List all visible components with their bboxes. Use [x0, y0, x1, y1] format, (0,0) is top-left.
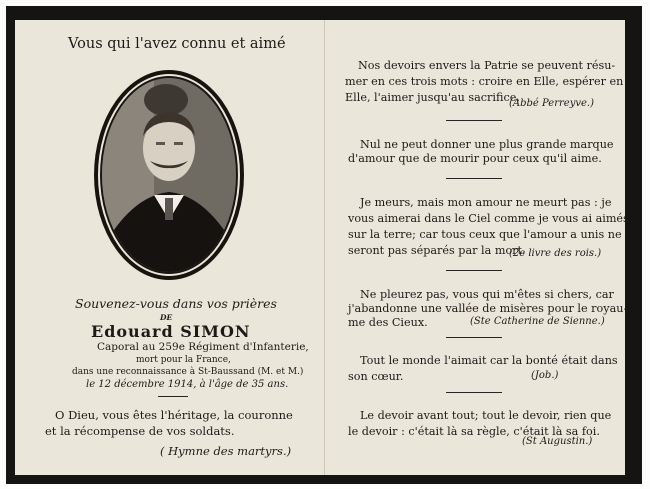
- divider-1: [446, 120, 502, 121]
- mort-line: mort pour la France,: [136, 355, 231, 365]
- prayer-line: Souvenez-vous dans vos prières: [75, 296, 277, 311]
- hymn-line-2: et la récompense de vos soldats.: [45, 424, 235, 438]
- quote3-source: (2e livre des rois.): [509, 248, 602, 259]
- quote6-line2: le devoir : c'était là sa règle, c'était là sa foi.: [348, 425, 600, 438]
- quote4-source: (Ste Catherine de Sienne.): [470, 316, 605, 327]
- hymn-source: ( Hymne des martyrs.): [160, 444, 292, 458]
- quote2-line2: d'amour que de mourir pour ceux qu'il aime.: [348, 152, 602, 165]
- quote1-source: (Abbé Perreyve.): [509, 98, 594, 109]
- quote3-line4: seront pas séparés par la mort.: [348, 244, 526, 257]
- de-label: DE: [160, 313, 173, 322]
- date-line: le 12 décembre 1914, à l'âge de 35 ans.: [86, 379, 289, 390]
- divider-5: [446, 392, 502, 393]
- quote4-line3: me des Cieux.: [348, 316, 428, 329]
- quote3-line1: Je meurs, mais mon amour ne meurt pas : je: [360, 196, 612, 209]
- deceased-name: Edouard SIMON: [91, 322, 251, 341]
- portrait-photo-icon: [94, 70, 244, 280]
- quote4-line2: j'abandonne une vallée de misères pour le royau-: [348, 302, 628, 315]
- quote1-line3: Elle, l'aimer jusqu'au sacrifice.: [345, 91, 520, 104]
- divider-2: [446, 178, 502, 179]
- center-fold: [324, 20, 325, 475]
- quote3-line2: vous aimerai dans le Ciel comme je vous ai aimés: [348, 212, 629, 225]
- divider-3: [446, 270, 502, 271]
- quote3-line3: sur la terre; car tous ceux que l'amour a unis ne: [348, 228, 622, 241]
- card-title: Vous qui l'avez connu et aimé: [68, 36, 286, 52]
- quote6-line1: Le devoir avant tout; tout le devoir, rien que: [360, 409, 612, 422]
- rank-line: Caporal au 259e Régiment d'Infanterie,: [97, 341, 309, 353]
- quote2-line1: Nul ne peut donner une plus grande marque: [360, 138, 614, 151]
- quote5-line2: son cœur.: [348, 370, 404, 383]
- left-divider: [158, 396, 188, 397]
- hymn-line-1: O Dieu, vous êtes l'héritage, la couronne: [55, 408, 293, 422]
- quote6-source: (St Augustin.): [522, 436, 593, 447]
- quote5-line1: Tout le monde l'aimait car la bonté était dans: [360, 354, 618, 367]
- reconnaissance-line: dans une reconnaissance à St-Baussand (M. et M.): [72, 367, 304, 377]
- quote4-line1: Ne pleurez pas, vous qui m'êtes si chers, car: [360, 288, 614, 301]
- quote1-line2: mer en ces trois mots : croire en Elle, espérer en: [345, 75, 624, 88]
- quote1-line1: Nos devoirs envers la Patrie se peuvent résu-: [358, 59, 616, 72]
- quote5-source: (Job.): [531, 370, 559, 381]
- divider-4: [446, 337, 502, 338]
